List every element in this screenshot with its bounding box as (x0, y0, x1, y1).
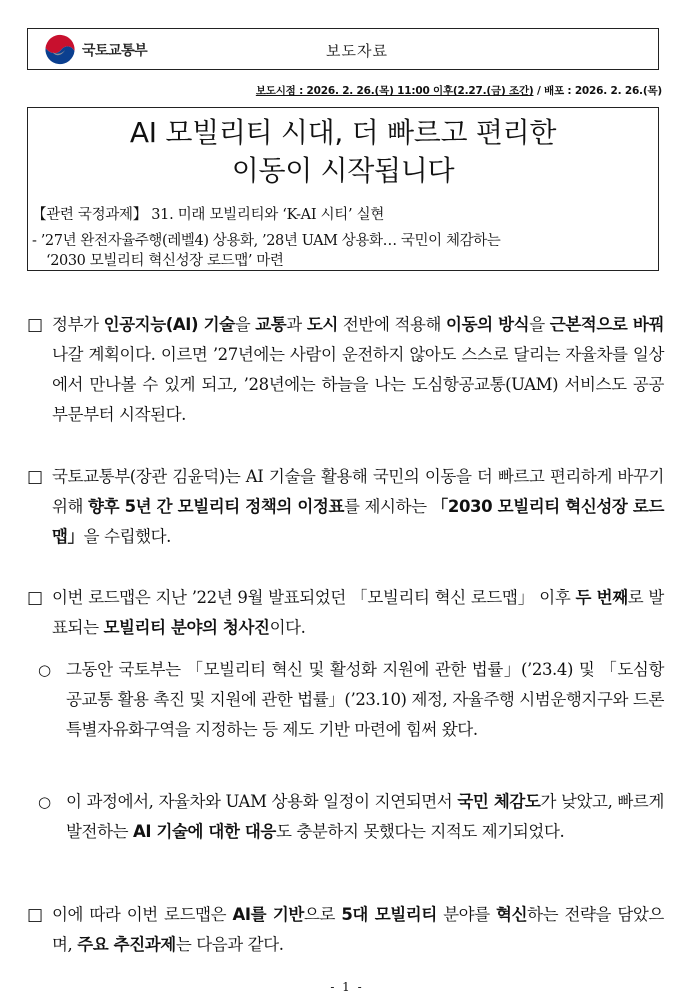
body-text: 과 (286, 315, 307, 334)
related-national-task: 【관련 국정과제】 31. 미래 모빌리티와 ‘K-AI 시티’ 실현 (32, 207, 385, 223)
ministry-name: 국토교통부 (82, 43, 148, 59)
circle-bullet-icon: ○ (38, 793, 52, 811)
press-release-header (27, 28, 659, 70)
emphasis-text: 국민 체감도 (457, 792, 541, 811)
body-text: 분야를 (436, 905, 497, 924)
paragraph-5 (66, 787, 664, 847)
paragraph-4 (66, 655, 664, 745)
body-text: 이에 따라 이번 로드맵은 (52, 905, 233, 924)
document-type: 보도자료 (326, 42, 388, 60)
emphasis-text: 향후 5년 간 모빌리티 정책의 이정표 (88, 497, 345, 516)
body-text: 이번 로드맵은 지난 ’22년 9월 발표되었던 「모빌리티 혁신 로드맵」 이후 (52, 588, 576, 607)
square-bullet-icon: □ (27, 467, 44, 487)
body-text: 그동안 국토부는 「모빌리티 혁신 및 활성화 지원에 관한 법률」(’23.4) 및 「도심항공교통 활용 촉진 및 지원에 관한 법률」(’23.10) 제정, 자율주행 시범운행지구와 드론특별자유화구역을 지정하는 등 제도 기반 마련에 힘써 왔다. (66, 660, 664, 739)
body-text: 국토교통부(장관 김윤덕)는 AI 기술을 활용해 국민의 이동을 더 빠르고 편리하게 바꾸기 위해 (52, 467, 664, 516)
body-text: 나갈 계획이다. 이르면 ’27년에는 사람이 운전하지 않아도 스스로 달리는 자율차를 일상에서 만나볼 수 있게 되고, ’28년에는 하늘을 나는 도심항공교통(UAM) 서비스도 공공 부문부터 시작된다. (52, 345, 664, 424)
embargo-line (256, 83, 662, 98)
emphasis-text: AI를 기반 (232, 905, 304, 924)
body-text: 전반에 적용해 (337, 315, 447, 334)
body-text: 로 발표되는 (52, 588, 664, 637)
page-number: - 1 - (330, 980, 364, 994)
headline-line-2: 이동이 시작됩니다 (231, 154, 455, 187)
body-text: 도 충분하지 못했다는 지적도 제기되었다. (275, 822, 565, 841)
emphasis-text: 이동의 방식 (446, 315, 530, 334)
headline (28, 114, 658, 190)
embargo-time: 보도시점 : 2026. 2. 26.(목) 11:00 이후(2.27.(금) 조간) (255, 85, 534, 97)
emphasis-text: 「2030 모빌리티 혁신성장 로드맵」 (52, 497, 664, 546)
headline-box (27, 107, 659, 271)
body-text: 을 (234, 315, 256, 334)
square-bullet-icon: □ (27, 905, 44, 925)
distribution-date: / 배포 : 2026. 2. 26.(목) (533, 85, 662, 97)
emphasis-text: 5대 모빌리티 (341, 905, 437, 924)
body-text: 가 낮았고, 빠르게 발전하는 (66, 792, 664, 841)
emphasis-text: 인공지능(AI) 기술 (103, 315, 235, 334)
square-bullet-icon: □ (27, 588, 44, 608)
paragraph-3 (52, 583, 664, 643)
paragraph-2 (52, 462, 664, 552)
emphasis-text: 주요 추진과제 (77, 935, 176, 954)
emphasis-text: 근본적으로 바꿔 (549, 315, 664, 334)
body-text: 이 과정에서, 자율차와 UAM 상용화 일정이 지연되면서 (66, 792, 458, 811)
subheading-line-2: ‘2030 모빌리티 혁신성장 로드맵’ 마련 (46, 253, 284, 269)
emphasis-text: 도시 (306, 315, 338, 334)
circle-bullet-icon: ○ (38, 661, 52, 679)
body-text: 으로 (303, 905, 342, 924)
square-bullet-icon: □ (27, 315, 44, 335)
body-text: 을 (529, 315, 550, 334)
body-text: 하는 전략을 담았으며, (52, 905, 664, 954)
body-text: 이다. (269, 618, 306, 637)
body-text: 를 제시하는 (344, 497, 432, 516)
body-text: 는 다음과 같다. (175, 935, 284, 954)
paragraph-1 (52, 310, 664, 430)
body-text: 을 수립했다. (83, 527, 172, 546)
emphasis-text: 교통 (255, 315, 287, 334)
body-text: 정부가 (52, 315, 104, 334)
headline-line-1: AI 모빌리티 시대, 더 빠르고 편리한 (129, 116, 557, 149)
emphasis-text: AI 기술에 대한 대응 (133, 822, 276, 841)
subheading-line-1: - ’27년 완전자율주행(레벨4) 상용화, ’28년 UAM 상용화… 국민이 체감하는 (32, 233, 501, 249)
emphasis-text: 두 번째 (575, 588, 628, 607)
emphasis-text: 모빌리티 분야의 청사진 (103, 618, 270, 637)
paragraph-6 (52, 900, 664, 960)
emphasis-text: 혁신 (496, 905, 528, 924)
